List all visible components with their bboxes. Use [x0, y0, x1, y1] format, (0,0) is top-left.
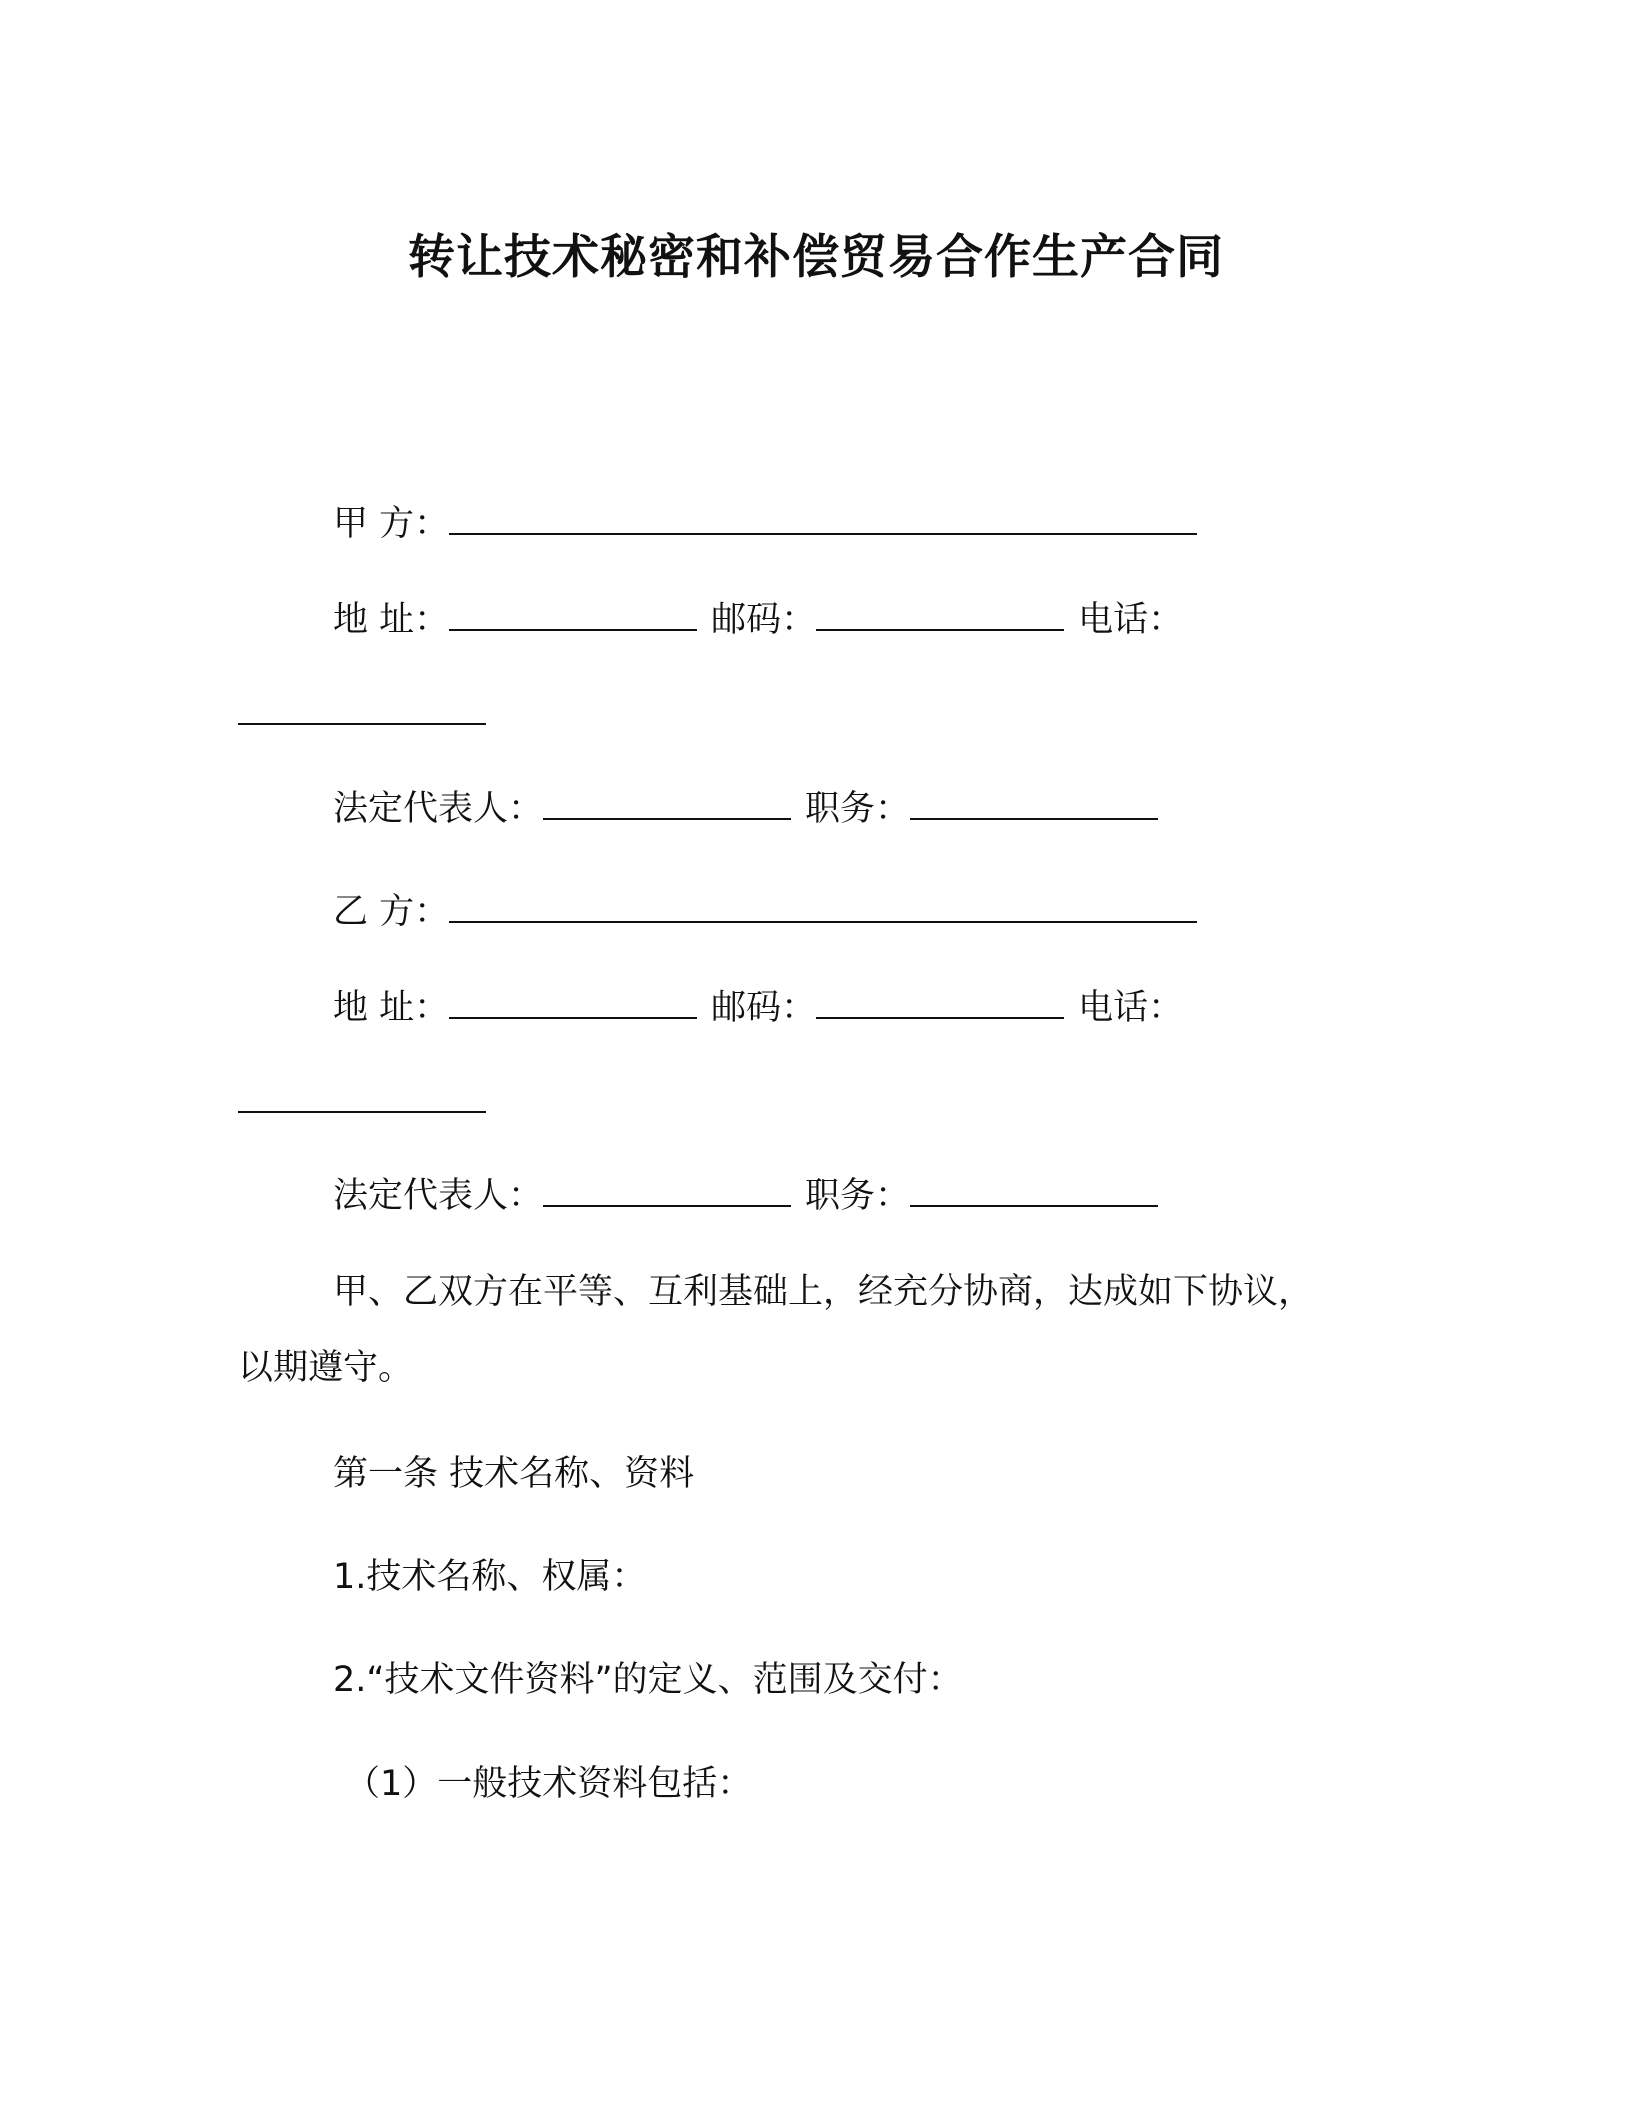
party-a-name-line	[333, 502, 1197, 546]
preamble-line-2: 以期遵守。	[238, 1348, 414, 1388]
party-b-name-label: 乙 方：	[333, 892, 450, 932]
party-a-rep-line	[333, 787, 1158, 831]
party-a-phone-line	[238, 692, 486, 736]
party-b-phone-line	[238, 1080, 486, 1124]
party-a-postcode-label: 邮码：	[711, 600, 817, 640]
party-a-address-blank	[449, 599, 697, 631]
article-1-heading: 第一条 技术名称、资料	[333, 1454, 695, 1494]
party-a-name-blank	[449, 503, 1197, 535]
party-b-rep-line	[333, 1174, 1158, 1218]
party-b-address-line	[333, 986, 1183, 1030]
party-a-address-line	[333, 598, 1183, 642]
party-a-position-blank	[910, 788, 1158, 820]
item-2: 2.“技术文件资料”的定义、范围及交付：	[333, 1660, 963, 1700]
party-a-position-label: 职务：	[805, 789, 911, 829]
party-a-phone-label: 电话：	[1078, 600, 1184, 640]
party-b-rep-blank	[543, 1175, 791, 1207]
party-a-name-label: 甲 方：	[333, 504, 450, 544]
party-b-phone-blank	[238, 1081, 486, 1113]
party-b-rep-label: 法定代表人：	[333, 1176, 544, 1216]
preamble-line-1: 甲、乙双方在平等、互利基础上，经充分协商，达成如下协议，	[333, 1272, 1314, 1312]
party-b-name-blank	[449, 891, 1197, 923]
party-b-address-label: 地 址：	[333, 988, 450, 1028]
party-a-phone-blank	[238, 693, 486, 725]
party-a-address-label: 地 址：	[333, 600, 450, 640]
party-b-position-label: 职务：	[805, 1176, 911, 1216]
party-b-position-blank	[910, 1175, 1158, 1207]
contract-title: 转让技术秘密和补偿贸易合作生产合同	[408, 230, 1224, 285]
party-b-phone-label: 电话：	[1078, 988, 1184, 1028]
item-2-1: （1）一般技术资料包括：	[345, 1764, 753, 1804]
party-b-postcode-blank	[816, 987, 1064, 1019]
party-b-postcode-label: 邮码：	[711, 988, 817, 1028]
party-a-rep-blank	[543, 788, 791, 820]
party-b-address-blank	[449, 987, 697, 1019]
item-1: 1.技术名称、权属：	[333, 1557, 647, 1597]
party-a-rep-label: 法定代表人：	[333, 789, 544, 829]
party-b-name-line	[333, 890, 1197, 934]
party-a-postcode-blank	[816, 599, 1064, 631]
